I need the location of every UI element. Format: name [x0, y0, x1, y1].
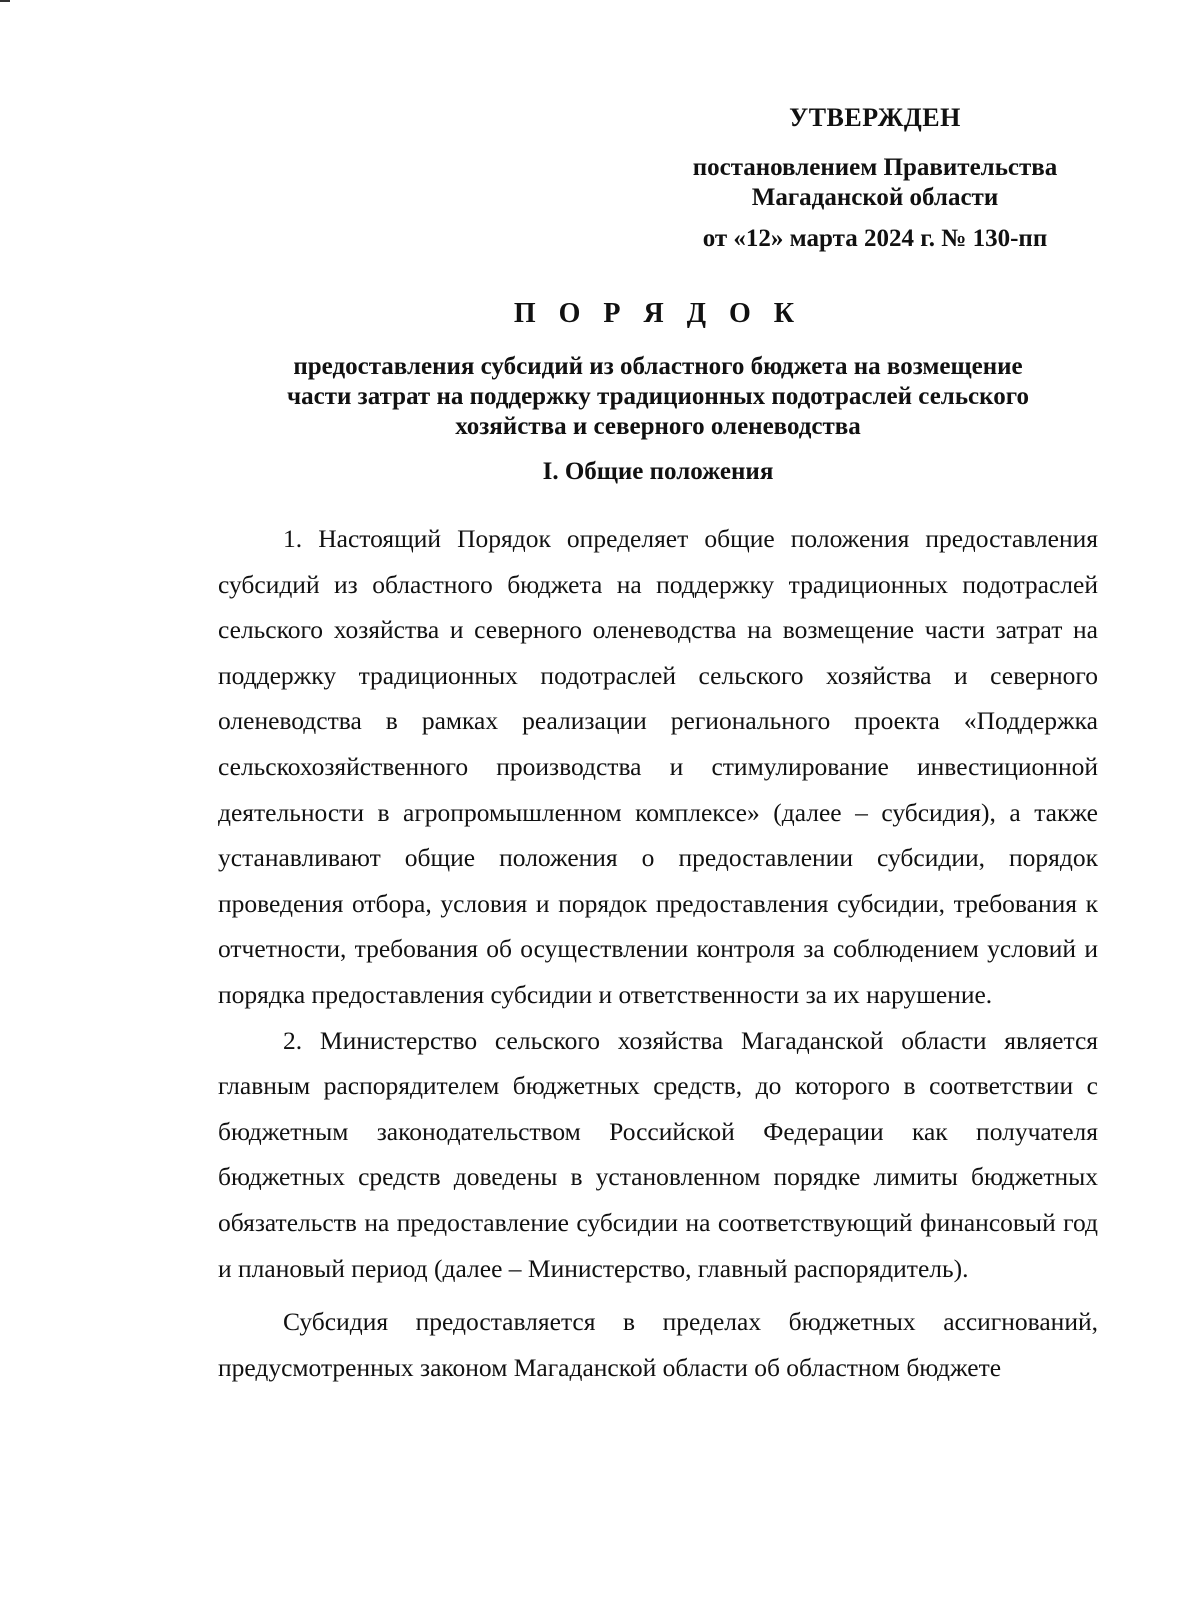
document-title: П О Р Я Д О К [513, 298, 803, 329]
section-heading: I. Общие положения [542, 458, 774, 485]
paragraph-3: Субсидия предоставляется в пределах бюджетных ассигнований, предусмотренных законом Магаданской области об областном бюджете [218, 1307, 1098, 1382]
document-subtitle-line-3: хозяйства и северного оленеводства [455, 413, 861, 440]
document-subtitle-line-1: предоставления субсидий из областного бюджета на возмещение [293, 353, 1023, 380]
approval-date-line: от «12» марта 2024 г. № 130-пп [702, 225, 1048, 252]
document-subtitle [218, 352, 1098, 442]
paragraph-2: 2. Министерство сельского хозяйства Магаданской области является главным распорядителем бюджетных средств, до которого в соответствии с бюджетным законодательством Российской Федерации как получателя бюджетных средств доведены в установленном порядке лимиты бюджетных обязательств на предоставление субсидии на соответствующий финансовый год и плановый период (далее – Министерство, главный распорядитель). [218, 1025, 1098, 1283]
approval-line-1: постановлением Правительства [692, 154, 1058, 181]
approval-title: УТВЕРЖДЕН [789, 103, 961, 132]
approval-line-2: Магаданской области [751, 184, 999, 211]
document-subtitle-line-2: части затрат на поддержку традиционных подотраслей сельского [287, 383, 1029, 410]
paragraph-1: 1. Настоящий Порядок определяет общие положения предоставления субсидий из областного бюджета на поддержку традиционных подотраслей сельского хозяйства и северного оленеводства на возмещение части затрат на поддержку традиционных подотраслей сельского хозяйства и северного оленеводства в рамках реализации регионального проекта «Поддержка сельскохозяйственного производства и стимулирование инвестиционной деятельности в агропромышленном комплексе» (далее – субсидия), а также устанавливают общие положения о предоставлении субсидии, порядок проведения отбора, условия и порядок предоставления субсидии, требования к отчетности, требования об осуществлении контроля за соблюдением условий и порядка предоставления субсидии и ответственности за их нарушение. [218, 524, 1098, 1009]
document-body [218, 516, 1098, 1390]
document-title-block [218, 298, 1098, 442]
approval-stamp [660, 103, 1090, 254]
scan-edge-mark [0, 0, 10, 2]
